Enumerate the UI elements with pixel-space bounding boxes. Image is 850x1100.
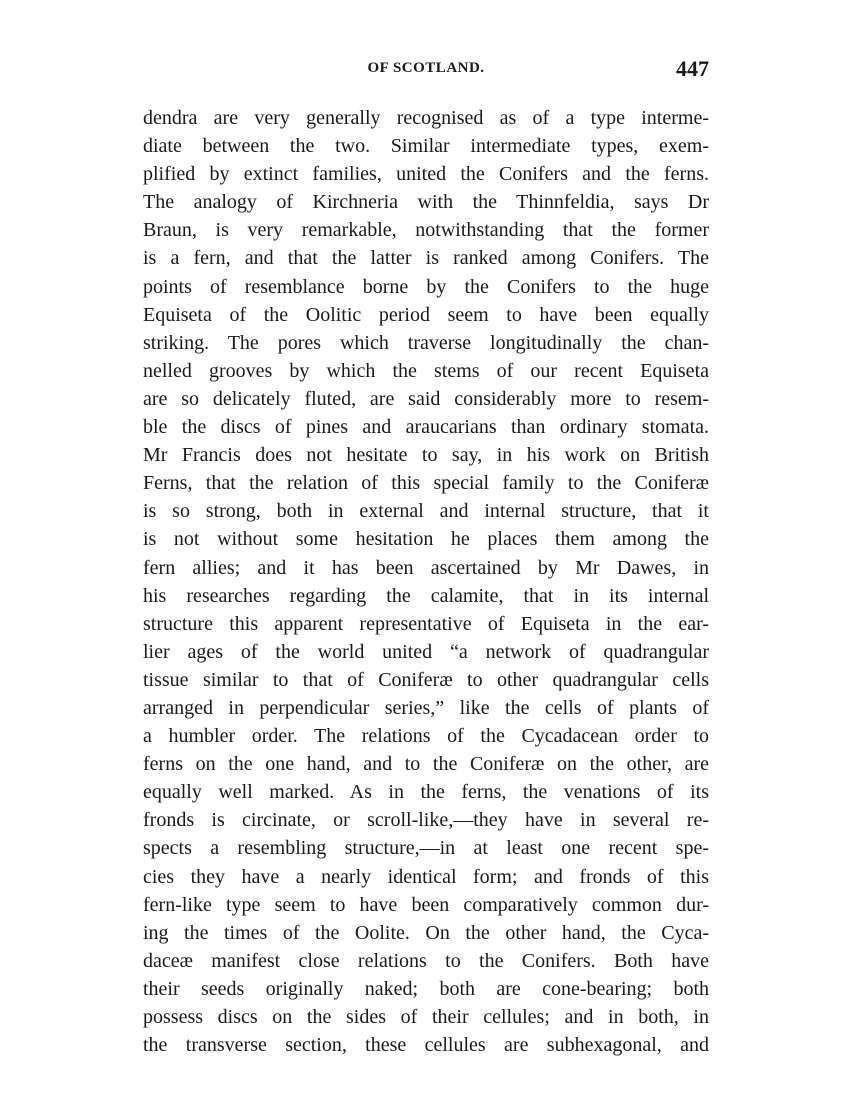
body-text [143,104,709,1059]
text-line: tissue similar to that of Coniferæ to other quadrangular cells [143,668,709,691]
text-line: Braun, is very remarkable, notwithstanding that the former [143,219,709,242]
text-line: fern allies; and it has been ascertained by Mr Dawes, in [143,556,709,579]
text-line: is so strong, both in external and internal structure, that it [143,500,709,523]
text-line: fern-like type seem to have been comparatively common dur- [143,893,709,916]
text-line: Equiseta of the Oolitic period seem to have been equally [143,303,709,326]
text-line: the transverse section, these cellules are subhexagonal, and [143,1034,709,1057]
text-line: diate between the two. Similar intermediate types, exem- [143,135,709,158]
text-line: daceæ manifest close relations to the Conifers. Both have [143,949,709,972]
text-line: plified by extinct families, united the Conifers and the ferns. [143,163,709,186]
text-line: fronds is circinate, or scroll-like,—they have in several re- [143,809,709,832]
text-line: striking. The pores which traverse longitudinally the chan- [143,331,709,354]
text-line: ferns on the one hand, and to the Coniferæ on the other, are [143,753,709,776]
text-line: ble the discs of pines and araucarians than ordinary stomata. [143,416,709,439]
text-line: are so delicately fluted, are said considerably more to resem- [143,387,709,410]
text-line: The analogy of Kirchneria with the Thinnfeldia, says Dr [143,191,709,214]
text-line: their seeds originally naked; both are cone-bearing; both [143,977,709,1000]
text-line: possess discs on the sides of their cellules; and in both, in [143,1006,709,1028]
text-line: dendra are very generally recognised as of a type interme- [143,107,709,129]
text-line: structure this apparent representative of Equiseta in the ear- [143,612,709,635]
text-line: Ferns, that the relation of this special family to the Coniferæ [143,472,709,495]
text-line: cies they have a nearly identical form; and fronds of this [143,865,709,888]
running-head [143,56,709,86]
text-line: points of resemblance borne by the Conifers to the huge [143,275,709,298]
text-line: ing the times of the Oolite. On the other hand, the Cyca- [143,921,709,944]
text-line: is a fern, and that the latter is ranked among Conifers. The [143,247,709,270]
text-line: nelled grooves by which the stems of our recent Equiseta [143,359,709,382]
page-number: 447 [676,56,709,81]
text-line: Mr Francis does not hesitate to say, in his work on British [143,444,709,467]
text-line: a humbler order. The relations of the Cycadacean order to [143,725,709,748]
text-line: lier ages of the world united “a network of quadrangular [143,640,709,663]
running-title: OF SCOTLAND. [367,60,485,76]
text-line: spects a resembling structure,—in at least one recent spe- [143,837,709,860]
text-line: arranged in perpendicular series,” like the cells of plants of [143,696,709,719]
text-line: his researches regarding the calamite, that in its internal [143,584,709,607]
text-line: is not without some hesitation he places them among the [143,528,709,551]
text-line: equally well marked. As in the ferns, the venations of its [143,781,709,804]
